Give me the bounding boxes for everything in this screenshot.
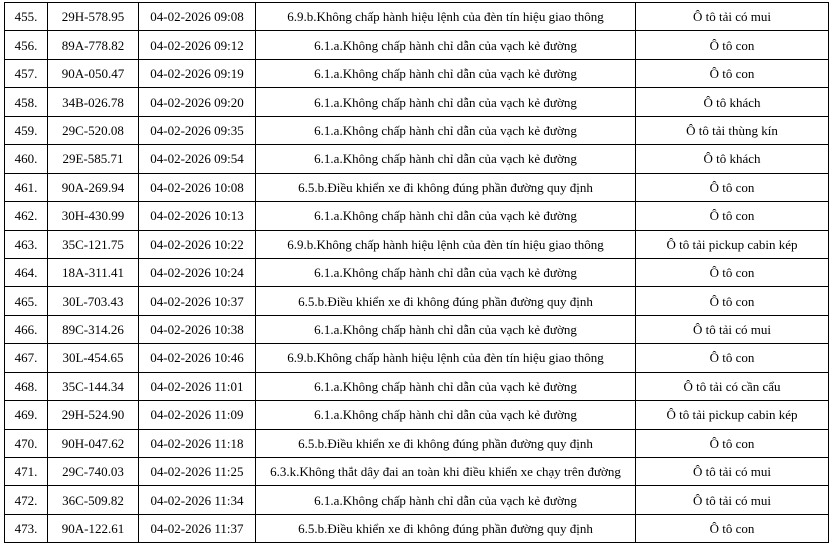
row-index: 467. bbox=[5, 344, 48, 372]
violation-datetime: 04-02-2026 09:20 bbox=[139, 88, 256, 116]
violation-row bbox=[5, 258, 829, 286]
violations-table-body bbox=[5, 3, 829, 543]
violation-row bbox=[5, 287, 829, 315]
violation-description: 6.5.b.Điều khiển xe đi không đúng phần đường quy định bbox=[256, 429, 636, 457]
violation-datetime: 04-02-2026 09:54 bbox=[139, 145, 256, 173]
violation-description: 6.1.a.Không chấp hành chỉ dẫn của vạch kẻ đường bbox=[256, 258, 636, 286]
vehicle-type: Ô tô con bbox=[636, 31, 829, 59]
license-plate: 29H-578.95 bbox=[48, 3, 139, 31]
violation-row bbox=[5, 230, 829, 258]
row-index: 456. bbox=[5, 31, 48, 59]
row-index: 455. bbox=[5, 3, 48, 31]
violation-row bbox=[5, 88, 829, 116]
violation-description: 6.3.k.Không thắt dây đai an toàn khi điều khiển xe chạy trên đường bbox=[256, 458, 636, 486]
violation-datetime: 04-02-2026 09:12 bbox=[139, 31, 256, 59]
violation-row bbox=[5, 3, 829, 31]
violation-description: 6.9.b.Không chấp hành hiệu lệnh của đèn tín hiệu giao thông bbox=[256, 3, 636, 31]
violation-row bbox=[5, 372, 829, 400]
vehicle-type: Ô tô tải pickup cabin kép bbox=[636, 401, 829, 429]
violation-datetime: 04-02-2026 10:13 bbox=[139, 202, 256, 230]
violation-datetime: 04-02-2026 09:19 bbox=[139, 59, 256, 87]
license-plate: 34B-026.78 bbox=[48, 88, 139, 116]
row-index: 460. bbox=[5, 145, 48, 173]
violation-datetime: 04-02-2026 10:08 bbox=[139, 173, 256, 201]
violation-description: 6.9.b.Không chấp hành hiệu lệnh của đèn tín hiệu giao thông bbox=[256, 230, 636, 258]
row-index: 473. bbox=[5, 514, 48, 542]
violation-row bbox=[5, 401, 829, 429]
violation-description: 6.1.a.Không chấp hành chỉ dẫn của vạch kẻ đường bbox=[256, 401, 636, 429]
violation-datetime: 04-02-2026 10:24 bbox=[139, 258, 256, 286]
violation-description: 6.1.a.Không chấp hành chỉ dẫn của vạch kẻ đường bbox=[256, 315, 636, 343]
vehicle-type: Ô tô con bbox=[636, 429, 829, 457]
vehicle-type: Ô tô tải có cần cẩu bbox=[636, 372, 829, 400]
license-plate: 89C-314.26 bbox=[48, 315, 139, 343]
license-plate: 29E-585.71 bbox=[48, 145, 139, 173]
violation-description: 6.9.b.Không chấp hành hiệu lệnh của đèn tín hiệu giao thông bbox=[256, 344, 636, 372]
vehicle-type: Ô tô tải có mui bbox=[636, 3, 829, 31]
violation-row bbox=[5, 31, 829, 59]
license-plate: 90H-047.62 bbox=[48, 429, 139, 457]
violation-datetime: 04-02-2026 10:22 bbox=[139, 230, 256, 258]
violation-row bbox=[5, 315, 829, 343]
vehicle-type: Ô tô con bbox=[636, 202, 829, 230]
violation-row bbox=[5, 202, 829, 230]
vehicle-type: Ô tô con bbox=[636, 173, 829, 201]
violation-row bbox=[5, 344, 829, 372]
violation-datetime: 04-02-2026 09:08 bbox=[139, 3, 256, 31]
violation-datetime: 04-02-2026 11:25 bbox=[139, 458, 256, 486]
vehicle-type: Ô tô con bbox=[636, 287, 829, 315]
license-plate: 90A-050.47 bbox=[48, 59, 139, 87]
row-index: 462. bbox=[5, 202, 48, 230]
vehicle-type: Ô tô tải có mui bbox=[636, 486, 829, 514]
violation-description: 6.1.a.Không chấp hành chỉ dẫn của vạch kẻ đường bbox=[256, 486, 636, 514]
vehicle-type: Ô tô tải thùng kín bbox=[636, 116, 829, 144]
row-index: 464. bbox=[5, 258, 48, 286]
vehicle-type: Ô tô con bbox=[636, 344, 829, 372]
violation-description: 6.1.a.Không chấp hành chỉ dẫn của vạch kẻ đường bbox=[256, 202, 636, 230]
violation-description: 6.1.a.Không chấp hành chỉ dẫn của vạch kẻ đường bbox=[256, 145, 636, 173]
vehicle-type: Ô tô tải pickup cabin kép bbox=[636, 230, 829, 258]
row-index: 458. bbox=[5, 88, 48, 116]
violation-datetime: 04-02-2026 11:37 bbox=[139, 514, 256, 542]
violation-description: 6.1.a.Không chấp hành chỉ dẫn của vạch kẻ đường bbox=[256, 31, 636, 59]
violation-row bbox=[5, 59, 829, 87]
violation-description: 6.1.a.Không chấp hành chỉ dẫn của vạch kẻ đường bbox=[256, 116, 636, 144]
violation-datetime: 04-02-2026 09:35 bbox=[139, 116, 256, 144]
vehicle-type: Ô tô tải có mui bbox=[636, 315, 829, 343]
row-index: 468. bbox=[5, 372, 48, 400]
violation-row bbox=[5, 173, 829, 201]
violation-datetime: 04-02-2026 11:01 bbox=[139, 372, 256, 400]
violation-datetime: 04-02-2026 10:38 bbox=[139, 315, 256, 343]
row-index: 465. bbox=[5, 287, 48, 315]
violation-row bbox=[5, 514, 829, 542]
license-plate: 29H-524.90 bbox=[48, 401, 139, 429]
violation-description: 6.1.a.Không chấp hành chỉ dẫn của vạch kẻ đường bbox=[256, 88, 636, 116]
violation-datetime: 04-02-2026 11:09 bbox=[139, 401, 256, 429]
violation-datetime: 04-02-2026 10:46 bbox=[139, 344, 256, 372]
violation-row bbox=[5, 486, 829, 514]
violation-datetime: 04-02-2026 11:34 bbox=[139, 486, 256, 514]
violations-table bbox=[4, 2, 829, 543]
license-plate: 90A-269.94 bbox=[48, 173, 139, 201]
license-plate: 36C-509.82 bbox=[48, 486, 139, 514]
row-index: 463. bbox=[5, 230, 48, 258]
violation-description: 6.5.b.Điều khiển xe đi không đúng phần đường quy định bbox=[256, 514, 636, 542]
vehicle-type: Ô tô con bbox=[636, 514, 829, 542]
row-index: 459. bbox=[5, 116, 48, 144]
license-plate: 30L-703.43 bbox=[48, 287, 139, 315]
vehicle-type: Ô tô tải có mui bbox=[636, 458, 829, 486]
row-index: 457. bbox=[5, 59, 48, 87]
license-plate: 29C-740.03 bbox=[48, 458, 139, 486]
violation-description: 6.1.a.Không chấp hành chỉ dẫn của vạch kẻ đường bbox=[256, 59, 636, 87]
license-plate: 18A-311.41 bbox=[48, 258, 139, 286]
violation-row bbox=[5, 429, 829, 457]
license-plate: 30L-454.65 bbox=[48, 344, 139, 372]
license-plate: 35C-144.34 bbox=[48, 372, 139, 400]
violation-datetime: 04-02-2026 10:37 bbox=[139, 287, 256, 315]
violation-description: 6.1.a.Không chấp hành chỉ dẫn của vạch kẻ đường bbox=[256, 372, 636, 400]
row-index: 472. bbox=[5, 486, 48, 514]
row-index: 470. bbox=[5, 429, 48, 457]
violation-description: 6.5.b.Điều khiển xe đi không đúng phần đường quy định bbox=[256, 287, 636, 315]
row-index: 469. bbox=[5, 401, 48, 429]
vehicle-type: Ô tô con bbox=[636, 59, 829, 87]
row-index: 461. bbox=[5, 173, 48, 201]
vehicle-type: Ô tô khách bbox=[636, 145, 829, 173]
license-plate: 30H-430.99 bbox=[48, 202, 139, 230]
license-plate: 35C-121.75 bbox=[48, 230, 139, 258]
vehicle-type: Ô tô con bbox=[636, 258, 829, 286]
violation-row bbox=[5, 458, 829, 486]
violation-row bbox=[5, 116, 829, 144]
row-index: 466. bbox=[5, 315, 48, 343]
license-plate: 90A-122.61 bbox=[48, 514, 139, 542]
license-plate: 89A-778.82 bbox=[48, 31, 139, 59]
license-plate: 29C-520.08 bbox=[48, 116, 139, 144]
violation-datetime: 04-02-2026 11:18 bbox=[139, 429, 256, 457]
vehicle-type: Ô tô khách bbox=[636, 88, 829, 116]
row-index: 471. bbox=[5, 458, 48, 486]
violation-description: 6.5.b.Điều khiển xe đi không đúng phần đường quy định bbox=[256, 173, 636, 201]
violation-row bbox=[5, 145, 829, 173]
